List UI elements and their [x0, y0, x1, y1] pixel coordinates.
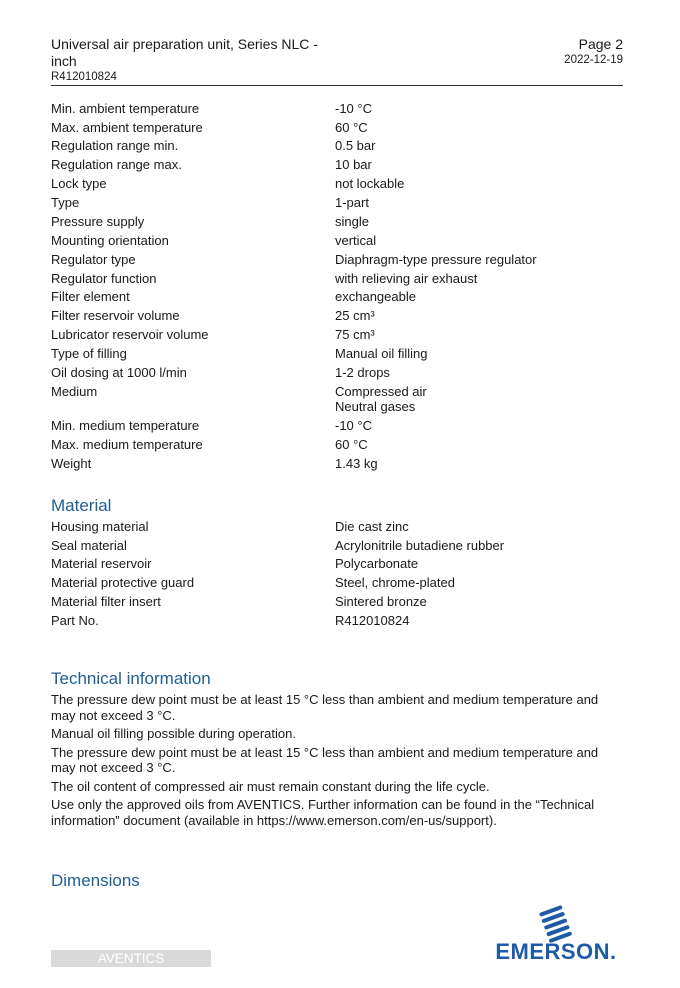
spec-value-line: Acrylonitrile butadiene rubber [335, 537, 505, 553]
spec-value-line: 1-2 drops [335, 364, 390, 380]
document-title: Universal air preparation unit, Series NLC - inch [51, 36, 318, 69]
spec-table [51, 99, 631, 473]
spec-label: Type of filling [51, 346, 127, 362]
spec-value-line: vertical [335, 232, 377, 248]
emerson-logo [486, 905, 626, 965]
spec-value [335, 120, 631, 136]
spec-value-line: Diaphragm-type pressure regulator [335, 251, 537, 267]
spec-row [51, 517, 631, 536]
spec-value [335, 157, 631, 173]
dimensions-heading: Dimensions [51, 871, 140, 890]
technical-paragraph: Manual oil filling possible during operation. [51, 726, 296, 741]
spec-value-line: 75 cm³ [335, 327, 375, 343]
spec-value [335, 214, 631, 230]
spec-value-line: 25 cm³ [335, 308, 375, 324]
spec-row [51, 555, 631, 574]
spec-value [335, 289, 631, 305]
page-number: Page 2 [578, 36, 623, 52]
spec-value-line: 1-part [335, 195, 369, 211]
page-header [51, 36, 623, 84]
spec-value [335, 195, 631, 211]
spec-value-line: 10 bar [335, 157, 372, 173]
spec-value [335, 613, 631, 629]
spec-label: Medium [51, 383, 98, 399]
spec-row [51, 99, 631, 118]
spec-value-line: 60 °C [335, 119, 368, 135]
aventics-label: AVENTICS [51, 950, 211, 967]
spec-row [51, 536, 631, 555]
spec-label: Mounting orientation [51, 232, 169, 248]
spec-row [51, 175, 631, 194]
spec-label: Regulator function [51, 270, 157, 286]
header-divider [51, 85, 623, 86]
spec-value-line: 60 °C [335, 437, 368, 453]
technical-paragraph: Use only the approved oils from AVENTICS. Further information can be found in the “Technical information” document (available in https://www.emerson.com/en-us/support). [51, 797, 595, 828]
spec-value-line: Steel, chrome-plated [335, 575, 455, 591]
spec-row [51, 137, 631, 156]
spec-label: Type [51, 195, 80, 211]
spec-value-line: R412010824 [335, 613, 410, 629]
spec-value [335, 456, 631, 472]
spec-label: Min. medium temperature [51, 418, 200, 434]
spec-label: Regulation range min. [51, 138, 179, 154]
spec-value [335, 575, 631, 591]
technical-heading: Technical information [51, 669, 211, 688]
spec-row [51, 250, 631, 269]
spec-row [51, 118, 631, 137]
spec-label: Material reservoir [51, 556, 152, 572]
spec-row [51, 593, 631, 612]
spec-value [335, 327, 631, 343]
spec-label: Material protective guard [51, 575, 195, 591]
spec-value [335, 308, 631, 324]
spec-value [335, 271, 631, 287]
spec-row [51, 156, 631, 175]
spec-row [51, 574, 631, 593]
material-table [51, 517, 631, 630]
spec-label: Filter reservoir volume [51, 308, 180, 324]
spec-value [335, 138, 631, 154]
spec-value [335, 346, 631, 362]
spec-row [51, 307, 631, 326]
spec-value-line: 1.43 kg [335, 455, 378, 471]
spec-label: Weight [51, 455, 92, 471]
spec-label: Max. medium temperature [51, 437, 203, 453]
spec-row [51, 212, 631, 231]
spec-row [51, 454, 631, 473]
spec-value-line: with relieving air exhaust [335, 270, 478, 286]
spec-label: Lock type [51, 176, 107, 192]
spec-label: Lubricator reservoir volume [51, 327, 209, 343]
spec-value [335, 538, 631, 554]
spec-label: Seal material [51, 537, 127, 553]
spec-label: Part No. [51, 613, 99, 629]
spec-value [335, 418, 631, 434]
spec-label: Regulation range max. [51, 157, 182, 173]
spec-label: Housing material [51, 518, 149, 534]
spec-value [335, 365, 631, 381]
spec-value-line: Neutral gases [335, 399, 416, 415]
spec-value-line: single [335, 213, 369, 229]
spec-value-line: Manual oil filling [335, 346, 428, 362]
spec-value [335, 556, 631, 572]
spec-value-line: Sintered bronze [335, 594, 427, 610]
spec-label: Filter element [51, 289, 130, 305]
spec-row [51, 417, 631, 436]
spec-label: Material filter insert [51, 594, 161, 610]
spec-row [51, 435, 631, 454]
spec-value [335, 233, 631, 249]
spec-value [335, 176, 631, 192]
technical-paragraph: The pressure dew point must be at least 15 °C less than ambient and medium temperature and may not exceed 3 °C. [51, 744, 599, 775]
spec-value [335, 252, 631, 268]
spec-row [51, 382, 631, 416]
document-date: 2022-12-19 [564, 54, 623, 66]
spec-value-line: -10 °C [335, 100, 372, 116]
spec-row [51, 193, 631, 212]
spec-row [51, 326, 631, 345]
spec-label: Regulator type [51, 251, 136, 267]
spec-row [51, 231, 631, 250]
spec-value-line: -10 °C [335, 418, 372, 434]
document-id: R412010824 [51, 71, 117, 83]
technical-paragraph: The pressure dew point must be at least 15 °C less than ambient and medium temperature and may not exceed 3 °C. [51, 692, 599, 723]
technical-paragraph: The oil content of compressed air must remain constant during the life cycle. [51, 778, 490, 794]
spec-value-line: Polycarbonate [335, 556, 419, 572]
spec-value [335, 101, 631, 117]
material-heading: Material [51, 496, 112, 515]
technical-information [51, 692, 611, 831]
spec-value-line: not lockable [335, 176, 405, 192]
spec-value-line: exchangeable [335, 289, 416, 305]
spec-value [335, 437, 631, 453]
spec-value [335, 519, 631, 535]
spec-value-line: Die cast zinc [335, 518, 409, 534]
spec-label: Pressure supply [51, 213, 145, 229]
spec-value-line: 0.5 bar [335, 138, 376, 154]
spec-row [51, 344, 631, 363]
spec-label: Oil dosing at 1000 l/min [51, 364, 187, 380]
emerson-wordmark: EMERSON. [495, 939, 617, 964]
spec-label: Max. ambient temperature [51, 119, 203, 135]
spec-row [51, 363, 631, 382]
spec-row [51, 611, 631, 630]
spec-row [51, 288, 631, 307]
spec-label: Min. ambient temperature [51, 100, 200, 116]
spec-value [335, 594, 631, 610]
spec-value [335, 384, 631, 415]
spec-row [51, 269, 631, 288]
spec-value-line: Compressed air [335, 383, 427, 399]
